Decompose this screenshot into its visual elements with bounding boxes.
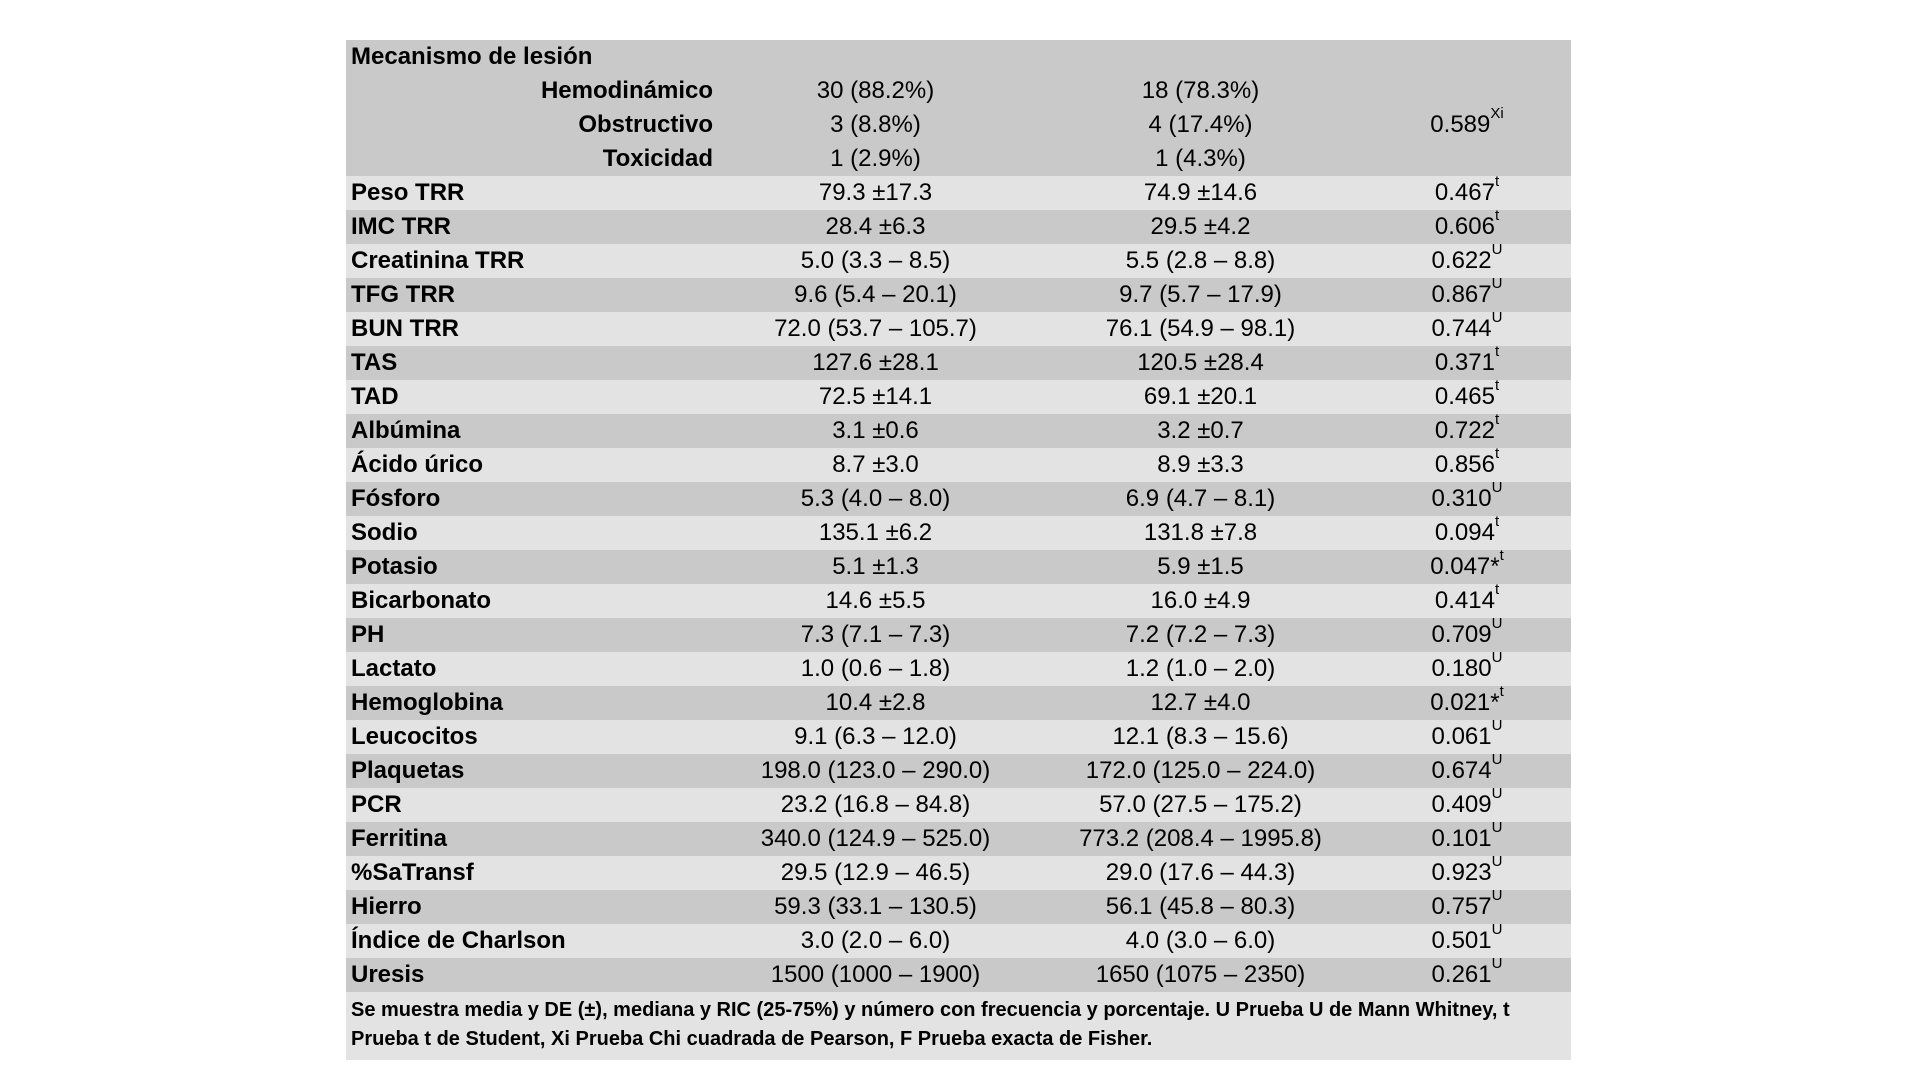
group1-value: 3.0 (2.0 – 6.0) — [800, 927, 951, 954]
table-row — [346, 788, 1571, 822]
group2-value: 69.1 ±20.1 — [1143, 383, 1258, 410]
table-row — [346, 924, 1571, 958]
variable-label: TAS — [351, 349, 398, 376]
p-value-number: 0.674 — [1431, 757, 1492, 784]
group2-value: 7.2 (7.2 – 7.3) — [1125, 621, 1276, 648]
test-marker: U — [1491, 649, 1503, 666]
p-value — [1363, 717, 1571, 754]
mechanism-label: Toxicidad — [602, 145, 713, 172]
group1-value: 5.3 (4.0 – 8.0) — [800, 485, 951, 512]
p-value-number: 0.101 — [1431, 825, 1492, 852]
group1-value: 23.2 (16.8 – 84.8) — [780, 791, 971, 818]
variable-label: Hierro — [351, 893, 422, 920]
variable-label: %SaTransf — [351, 859, 474, 886]
p-value — [1363, 853, 1571, 890]
p-value — [1363, 955, 1571, 992]
test-marker: t — [1499, 683, 1504, 700]
test-marker: U — [1491, 241, 1503, 258]
group2-value: 74.9 ±14.6 — [1143, 179, 1258, 206]
table-row — [346, 482, 1571, 516]
test-marker: t — [1494, 445, 1500, 462]
group2-value: 4 (17.4%) — [1148, 111, 1253, 138]
group1-value: 198.0 (123.0 – 290.0) — [760, 757, 991, 784]
group2-value: 29.5 ±4.2 — [1150, 213, 1251, 240]
p-value-number: 0.094 — [1434, 519, 1495, 546]
group2-value: 773.2 (208.4 – 1995.8) — [1079, 825, 1322, 852]
table-row — [346, 890, 1571, 924]
p-value-number: 0.414 — [1434, 587, 1495, 614]
test-marker: t — [1499, 547, 1504, 564]
group1-value: 135.1 ±6.2 — [818, 519, 933, 546]
variable-label: Sodio — [351, 519, 418, 546]
test-marker: t — [1494, 173, 1500, 190]
test-marker: t — [1494, 513, 1500, 530]
p-value — [1363, 921, 1571, 958]
variable-label: BUN TRR — [351, 315, 459, 342]
group1-value: 14.6 ±5.5 — [825, 587, 926, 614]
table-row — [346, 312, 1571, 346]
group1-value: 29.5 (12.9 – 46.5) — [780, 859, 971, 886]
test-marker: U — [1491, 887, 1503, 904]
test-marker: U — [1491, 275, 1503, 292]
p-value-number: 0.722 — [1434, 417, 1495, 444]
p-value — [1363, 207, 1571, 244]
group1-value: 72.0 (53.7 – 105.7) — [774, 315, 977, 342]
group2-value: 76.1 (54.9 – 98.1) — [1105, 315, 1296, 342]
variable-label: Albúmina — [351, 417, 461, 444]
group1-value: 7.3 (7.1 – 7.3) — [800, 621, 951, 648]
table-row — [346, 720, 1571, 754]
p-value-number: 0.409 — [1431, 791, 1492, 818]
table-row — [346, 958, 1571, 992]
p-value — [1363, 479, 1571, 516]
variable-label: Hemoglobina — [351, 689, 504, 716]
group1-value: 3 (8.8%) — [830, 111, 921, 138]
group1-value: 8.7 ±3.0 — [832, 451, 919, 478]
group2-value: 56.1 (45.8 – 80.3) — [1105, 893, 1296, 920]
group2-value: 18 (78.3%) — [1141, 77, 1260, 104]
p-value-number: 0.467 — [1434, 179, 1495, 206]
footnote: Se muestra media y DE (±), mediana y RIC (25-75%) y número con frecuencia y porcentaje. U Prueba U de Mann Whitney, t Prueba t de Student, Xi Prueba Chi cuadrada de Pearson, F Prueba exacta de Fisher. — [351, 999, 1510, 1050]
p-value — [1363, 275, 1571, 312]
group2-value: 3.2 ±0.7 — [1157, 417, 1244, 444]
p-value — [1363, 74, 1571, 176]
variable-label: Potasio — [351, 553, 438, 580]
p-value — [1363, 377, 1571, 414]
group2-value: 5.5 (2.8 – 8.8) — [1125, 247, 1276, 274]
group2-value: 12.1 (8.3 – 15.6) — [1112, 723, 1289, 750]
table-row — [346, 686, 1571, 720]
test-marker: U — [1491, 751, 1503, 768]
p-value-number: 0.501 — [1431, 927, 1492, 954]
group1-value: 30 (88.2%) — [816, 77, 935, 104]
test-marker: t — [1494, 377, 1500, 394]
p-value-number: 0.047* — [1430, 553, 1500, 580]
p-value — [1363, 785, 1571, 822]
p-value-number: 0.021* — [1430, 689, 1500, 716]
p-value-number: 0.606 — [1434, 213, 1495, 240]
table-row — [346, 652, 1571, 686]
table-row — [346, 550, 1571, 584]
group2-value: 1650 (1075 – 2350) — [1095, 961, 1306, 988]
test-marker: U — [1491, 717, 1503, 734]
table-row — [346, 618, 1571, 652]
test-marker: t — [1494, 411, 1500, 428]
group1-value: 127.6 ±28.1 — [812, 349, 939, 376]
table-row — [346, 754, 1571, 788]
p-value — [1363, 411, 1571, 448]
p-value — [1363, 547, 1571, 584]
p-value-number: 0.589 — [1430, 111, 1491, 138]
table-row — [346, 278, 1571, 312]
variable-label: Ácido úrico — [351, 451, 484, 478]
p-value-number: 0.923 — [1431, 859, 1492, 886]
group2-value: 6.9 (4.7 – 8.1) — [1125, 485, 1276, 512]
test-marker: Xi — [1490, 105, 1504, 122]
variable-label: PCR — [351, 791, 402, 818]
variable-label: Uresis — [351, 961, 425, 988]
group2-value: 57.0 (27.5 – 175.2) — [1099, 791, 1302, 818]
group2-value: 16.0 ±4.9 — [1150, 587, 1251, 614]
p-value-number: 0.856 — [1434, 451, 1495, 478]
group1-value: 59.3 (33.1 – 130.5) — [774, 893, 977, 920]
p-value — [1363, 887, 1571, 924]
group1-value: 1500 (1000 – 1900) — [770, 961, 981, 988]
table-row — [346, 210, 1571, 244]
group2-value: 8.9 ±3.3 — [1157, 451, 1244, 478]
p-value — [1363, 309, 1571, 346]
test-marker: t — [1494, 581, 1500, 598]
test-marker: U — [1491, 479, 1503, 496]
group1-value: 5.1 ±1.3 — [832, 553, 919, 580]
table-row — [346, 380, 1571, 414]
p-value — [1363, 615, 1571, 652]
p-value — [1363, 819, 1571, 856]
test-marker: U — [1491, 819, 1503, 836]
group1-value: 9.6 (5.4 – 20.1) — [794, 281, 957, 308]
group2-value: 29.0 (17.6 – 44.3) — [1105, 859, 1296, 886]
p-value-number: 0.061 — [1431, 723, 1492, 750]
test-marker: U — [1491, 309, 1503, 326]
test-marker: U — [1491, 921, 1503, 938]
group1-value: 5.0 (3.3 – 8.5) — [800, 247, 951, 274]
variable-label: Creatinina TRR — [351, 247, 525, 274]
group2-value: 5.9 ±1.5 — [1157, 553, 1244, 580]
p-value-number: 0.371 — [1434, 349, 1495, 376]
variable-label: Índice de Charlson — [351, 927, 566, 954]
p-value-number: 0.310 — [1431, 485, 1492, 512]
p-value — [1363, 513, 1571, 550]
test-marker: U — [1491, 615, 1503, 632]
group1-value: 72.5 ±14.1 — [818, 383, 933, 410]
p-value — [1363, 683, 1571, 720]
variable-label: IMC TRR — [351, 213, 451, 240]
variable-label: TFG TRR — [351, 281, 455, 308]
p-value-number: 0.757 — [1431, 893, 1492, 920]
test-marker: U — [1491, 955, 1503, 972]
table-row — [346, 448, 1571, 482]
mechanism-label: Hemodinámico — [540, 77, 713, 104]
variable-label: TAD — [351, 383, 399, 410]
group1-value: 3.1 ±0.6 — [832, 417, 919, 444]
table-row — [346, 244, 1571, 278]
variable-label: Bicarbonato — [351, 587, 492, 614]
group2-value: 12.7 ±4.0 — [1150, 689, 1251, 716]
variable-label: Peso TRR — [351, 179, 465, 206]
test-marker: t — [1494, 343, 1500, 360]
mechanism-title-row — [346, 40, 1571, 74]
p-value — [1363, 241, 1571, 278]
table-row — [346, 346, 1571, 380]
p-value-number: 0.622 — [1431, 247, 1492, 274]
p-value-number: 0.180 — [1431, 655, 1492, 682]
group2-value: 4.0 (3.0 – 6.0) — [1125, 927, 1276, 954]
group2-value: 1.2 (1.0 – 2.0) — [1125, 655, 1276, 682]
test-marker: t — [1494, 207, 1500, 224]
group2-value: 172.0 (125.0 – 224.0) — [1085, 757, 1316, 784]
group1-value: 9.1 (6.3 – 12.0) — [794, 723, 957, 750]
group2-value: 1 (4.3%) — [1155, 145, 1246, 172]
variable-label: Fósforo — [351, 485, 441, 512]
table-row — [346, 414, 1571, 448]
variable-label: PH — [351, 621, 385, 648]
p-value — [1363, 173, 1571, 210]
table-row — [346, 584, 1571, 618]
test-marker: U — [1491, 785, 1503, 802]
group1-value: 1 (2.9%) — [830, 145, 921, 172]
table-row — [346, 176, 1571, 210]
p-value-number: 0.709 — [1431, 621, 1492, 648]
p-value — [1363, 649, 1571, 686]
group1-value: 1.0 (0.6 – 1.8) — [800, 655, 951, 682]
group2-value: 120.5 ±28.4 — [1137, 349, 1264, 376]
table-row — [346, 822, 1571, 856]
group1-value: 28.4 ±6.3 — [825, 213, 926, 240]
variable-label: Leucocitos — [351, 723, 478, 750]
table-row — [346, 856, 1571, 890]
variable-label: Plaquetas — [351, 757, 465, 784]
group2-value: 131.8 ±7.8 — [1143, 519, 1258, 546]
p-value-number: 0.465 — [1434, 383, 1495, 410]
mechanism-row — [346, 74, 1571, 108]
p-value-number: 0.744 — [1431, 315, 1492, 342]
mechanism-title: Mecanismo de lesión — [351, 43, 593, 70]
p-value — [1363, 343, 1571, 380]
p-value-number: 0.867 — [1431, 281, 1492, 308]
mechanism-label: Obstructivo — [578, 111, 713, 138]
p-value-number: 0.261 — [1431, 961, 1492, 988]
p-value — [1363, 751, 1571, 788]
group1-value: 340.0 (124.9 – 525.0) — [760, 825, 991, 852]
table-body — [346, 40, 1571, 992]
footnote-row — [346, 992, 1571, 1060]
p-value — [1363, 581, 1571, 618]
variable-label: Ferritina — [351, 825, 448, 852]
group2-value: 9.7 (5.7 – 17.9) — [1119, 281, 1282, 308]
group1-value: 79.3 ±17.3 — [818, 179, 933, 206]
results-table — [346, 40, 1571, 1060]
variable-label: Lactato — [351, 655, 437, 682]
table-row — [346, 516, 1571, 550]
p-value — [1363, 445, 1571, 482]
test-marker: U — [1491, 853, 1503, 870]
group1-value: 10.4 ±2.8 — [825, 689, 926, 716]
